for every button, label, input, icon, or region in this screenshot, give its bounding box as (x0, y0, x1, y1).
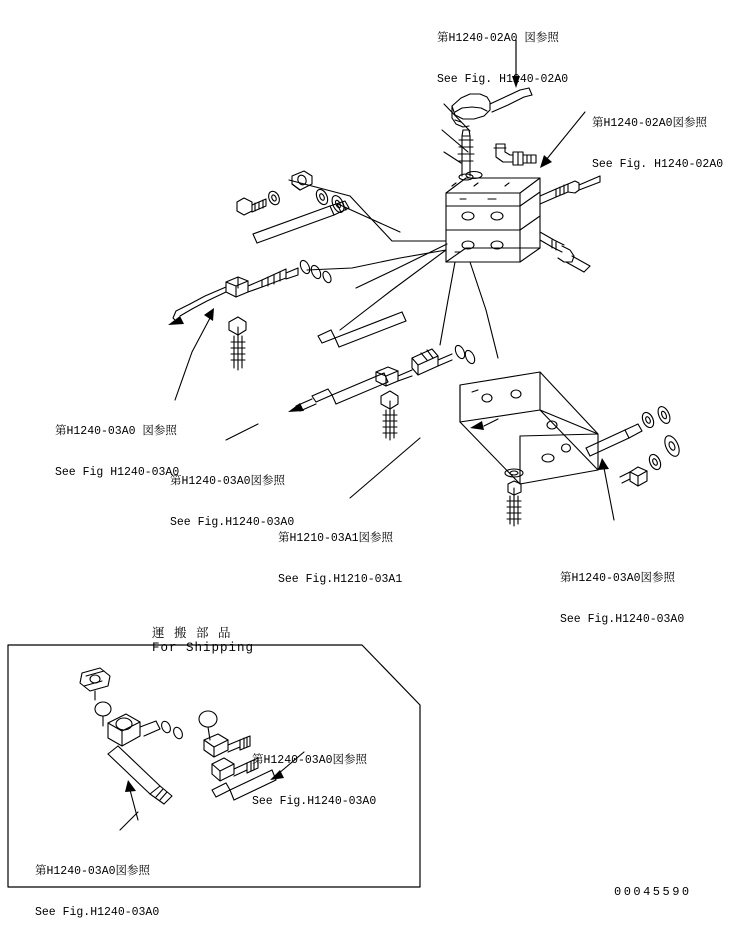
label-ref-bottom-right (560, 545, 684, 653)
label-jp: 第H1240-03A0図参照 (252, 754, 368, 767)
label-ref-top-right (592, 90, 723, 198)
label-en: See Fig.H1240-03A0 (560, 612, 685, 626)
drawing-part-number: 00045590 (614, 885, 692, 899)
label-jp: 第H1240-03A0図参照 (170, 475, 286, 488)
shipping-section-title (118, 612, 254, 670)
label-ref-middle-left (170, 448, 294, 556)
label-jp: 第H1240-03A0 図参照 (55, 425, 177, 438)
label-en: See Fig.H1240-03A0 (170, 515, 295, 529)
label-jp: 第H1240-03A0図参照 (560, 572, 676, 585)
label-en: See Fig.H1240-03A0 (35, 905, 160, 919)
label-en: See Fig. H1240-02A0 (592, 157, 724, 171)
label-jp: 第H1240-02A0図参照 (592, 117, 708, 130)
label-ref-left (55, 398, 179, 506)
shipping-title-en: For Shipping (152, 641, 255, 655)
label-ref-shipping-bottom (35, 838, 159, 946)
label-ref-middle-bottom (278, 505, 402, 613)
label-en: See Fig H1240-03A0 (55, 465, 180, 479)
label-en: See Fig.H1240-03A0 (252, 794, 377, 808)
label-ref-shipping-right (252, 727, 376, 835)
label-jp: 第H1240-03A0図参照 (35, 865, 151, 878)
label-jp: 第H1240-02A0 図参照 (437, 32, 559, 45)
label-jp: 第H1210-03A1図参照 (278, 532, 394, 545)
label-en: See Fig.H1210-03A1 (278, 572, 403, 586)
shipping-title-jp: 運 搬 部 品 (152, 626, 232, 641)
label-en: See Fig. H1240-02A0 (437, 72, 569, 86)
label-ref-top-center (437, 5, 568, 113)
